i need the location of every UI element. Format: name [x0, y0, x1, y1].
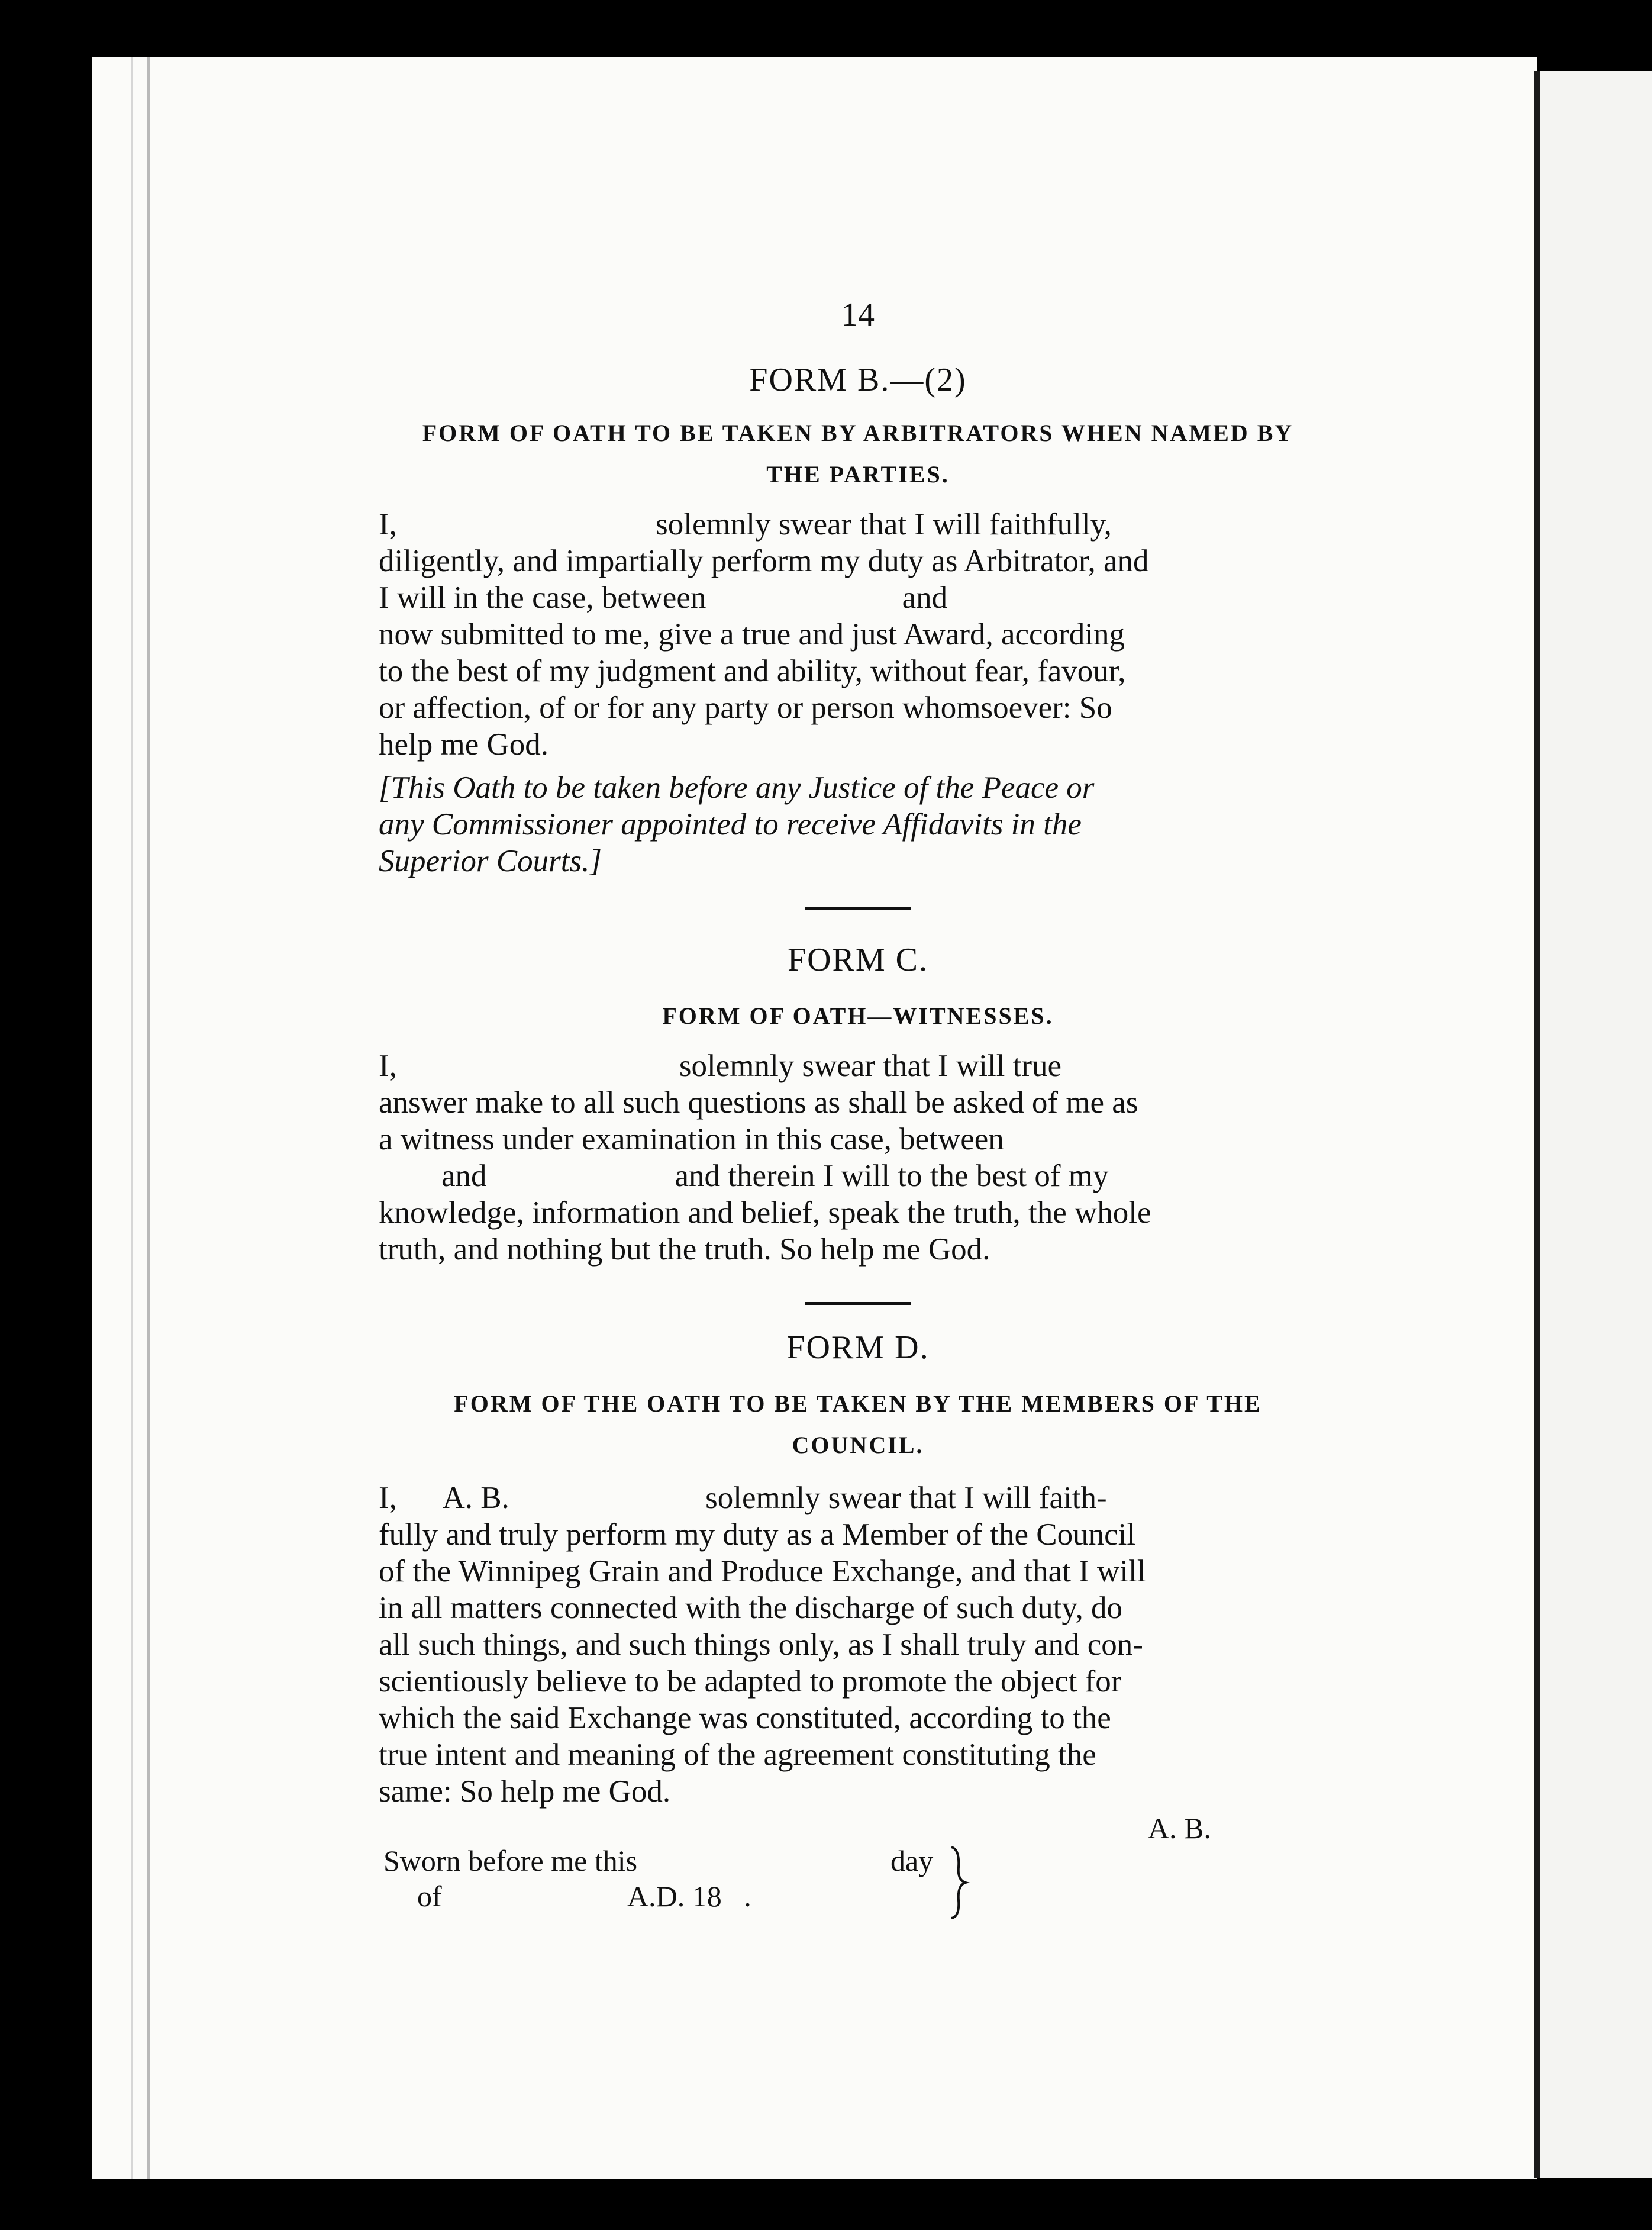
oath-line: which the said Exchange was constituted, according to the — [379, 1701, 1111, 1735]
section-divider — [805, 907, 911, 910]
oath-line: answer make to all such questions as shall be asked of me as — [379, 1085, 1138, 1120]
form-b-oath-text — [379, 506, 1337, 763]
jurat-brace — [947, 1844, 970, 1920]
form-c-title: FORM C. — [787, 942, 929, 978]
page-edge-shadow — [131, 57, 133, 2179]
oath-line: I, solemnly swear that I will true — [379, 1049, 1062, 1083]
note-line: any Commissioner appointed to receive Affidavits in the — [379, 807, 1082, 842]
oath-line: now submitted to me, give a true and just Award, according — [379, 617, 1125, 652]
oath-line: I, solemnly swear that I will faithfully, — [379, 507, 1112, 542]
form-c-subtitle: FORM OF OATH—WITNESSES. — [662, 1003, 1054, 1029]
page-gutter-line — [147, 57, 150, 2179]
sworn-ad-label: A.D. 18 . — [627, 1880, 751, 1913]
form-d-subtitle-2: COUNCIL. — [792, 1432, 924, 1458]
form-d-oath-text — [379, 1480, 1337, 1810]
facing-page-edge — [1534, 71, 1652, 2178]
oath-line: true intent and meaning of the agreement constituting the — [379, 1738, 1096, 1772]
note-line: [This Oath to be taken before any Justice of the Peace or — [379, 771, 1095, 805]
page-number: 14 — [841, 297, 875, 333]
oath-line: in all matters connected with the discharge of such duty, do — [379, 1591, 1122, 1625]
oath-line: scientiously believe to be adapted to promote the object for — [379, 1664, 1122, 1699]
signature-ab: A. B. — [1148, 1812, 1211, 1845]
form-c-oath-text — [379, 1048, 1337, 1268]
oath-line: and and therein I will to the best of my — [379, 1159, 1109, 1193]
oath-line: I will in the case, between and — [379, 581, 948, 615]
oath-line: I, A. B. solemnly swear that I will faith- — [379, 1481, 1107, 1515]
note-line: Superior Courts.] — [379, 844, 602, 878]
form-b-subtitle-1: FORM OF OATH TO BE TAKEN BY ARBITRATORS WHEN NAMED BY — [422, 420, 1294, 446]
form-d-title: FORM D. — [786, 1329, 930, 1366]
oath-line: same: So help me God. — [379, 1774, 671, 1809]
oath-line: all such things, and such things only, as I shall truly and con- — [379, 1628, 1143, 1662]
oath-line: help me God. — [379, 727, 549, 762]
sworn-of-label: of — [417, 1880, 442, 1913]
oath-line: diligently, and impartially perform my duty as Arbitrator, and — [379, 544, 1149, 578]
oath-line: of the Winnipeg Grain and Produce Exchange, and that I will — [379, 1554, 1146, 1588]
form-b-note — [379, 769, 1337, 879]
oath-line: or affection, of or for any party or person whomsoever: So — [379, 691, 1112, 725]
oath-line: truth, and nothing but the truth. So help me God. — [379, 1232, 990, 1267]
sworn-day-label: day — [890, 1844, 934, 1877]
form-b-title: FORM B.—(2) — [749, 362, 967, 398]
section-divider — [805, 1302, 911, 1305]
sworn-before-line: Sworn before me this — [383, 1844, 638, 1877]
form-d-subtitle-1: FORM OF THE OATH TO BE TAKEN BY THE MEMBERS OF THE — [454, 1390, 1262, 1417]
oath-line: knowledge, information and belief, speak the truth, the whole — [379, 1195, 1151, 1230]
form-b-subtitle-2: THE PARTIES. — [766, 461, 950, 488]
oath-line: a witness under examination in this case, between — [379, 1122, 1004, 1156]
oath-line: to the best of my judgment and ability, without fear, favour, — [379, 654, 1126, 688]
oath-line: fully and truly perform my duty as a Member of the Council — [379, 1517, 1136, 1552]
